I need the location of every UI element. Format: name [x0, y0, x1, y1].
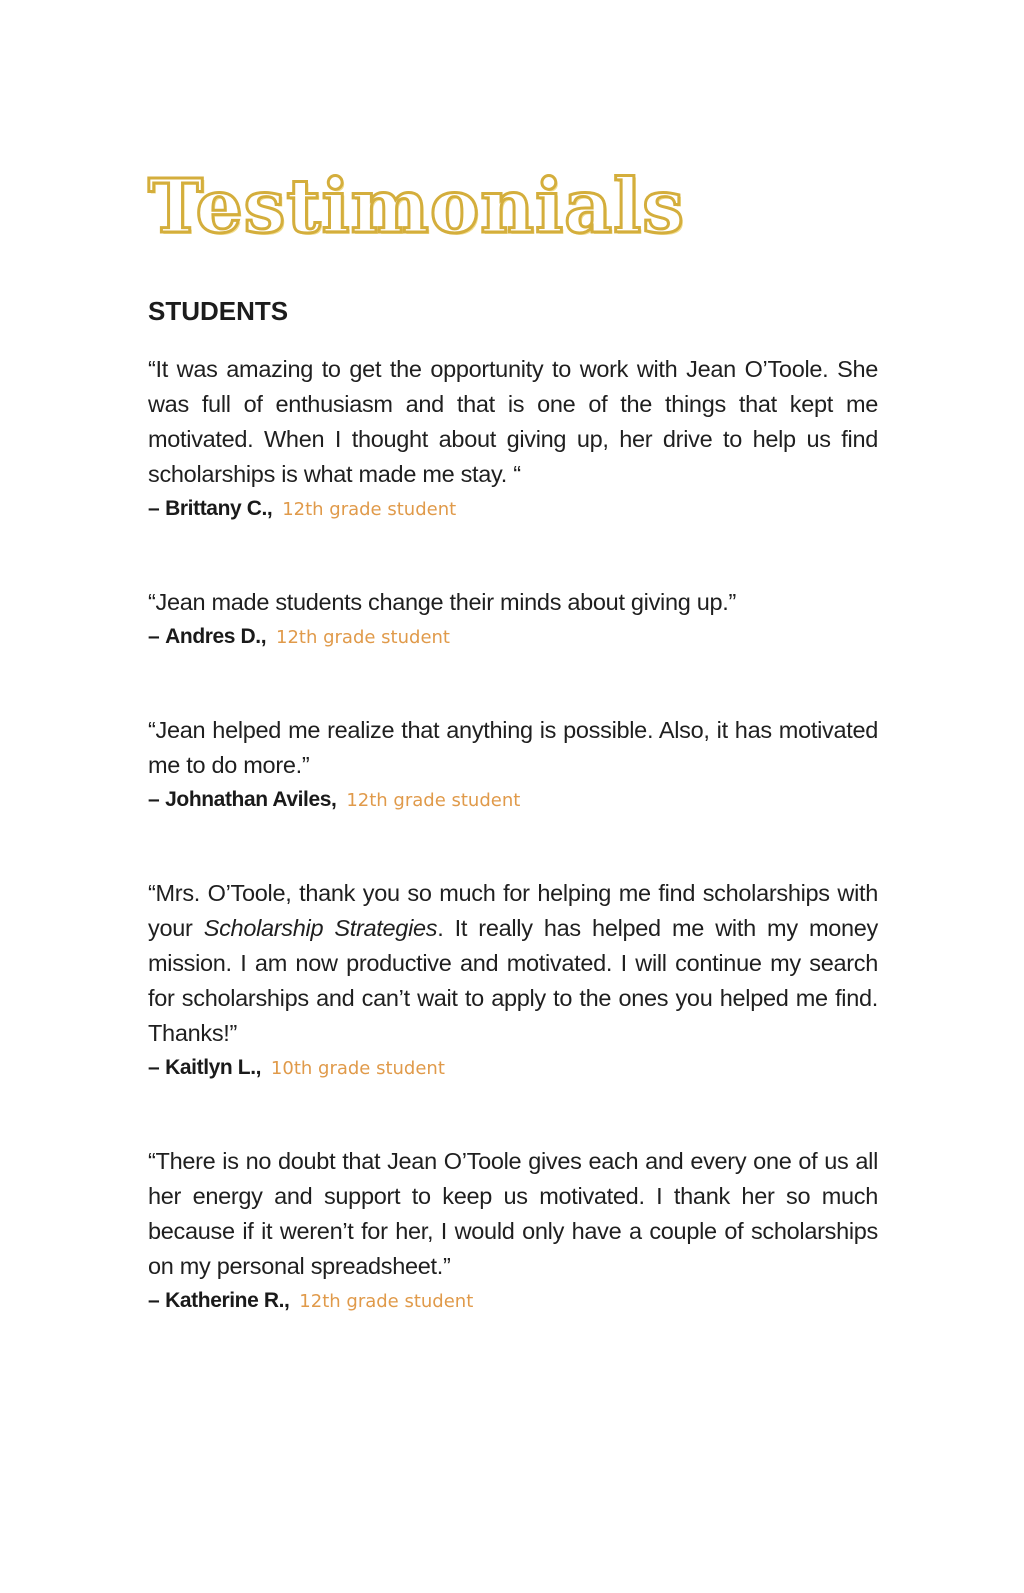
testimonial-item: [148, 713, 878, 816]
testimonial-role: 10th grade student: [270, 1058, 445, 1079]
quote-text-after: . It really has helped me with my money mission. I am now productive and motivated. I will continue my search for scholarships and can’t wait to apply to the ones you helped me find. Thanks!”: [148, 915, 878, 1046]
testimonial-attribution: [148, 785, 878, 816]
testimonial-role: 12th grade student: [299, 1291, 474, 1312]
testimonial-quote: “Jean made students change their minds about giving up.”: [148, 589, 737, 615]
page-title: Testimonials: [148, 164, 685, 250]
testimonial-attribution: [148, 1053, 878, 1084]
testimonial-author: Kaitlyn L.,: [165, 1056, 262, 1079]
testimonial-quote: [148, 876, 878, 1051]
testimonial-author: Andres D.,: [165, 625, 267, 648]
book-title: Scholarship Strategies: [203, 915, 438, 941]
attribution-dash: –: [148, 625, 160, 648]
quote-text-before: “Mrs. O’Toole, thank you so much for helping me find scholarships with your: [148, 880, 878, 941]
testimonial-quote: “It was amazing to get the opportunity to work with Jean O’Toole. She was full of enthusiasm and that is one of the things that kept me motivated. When I thought about giving up, her drive to help us find scholarships is what made me stay. “: [148, 356, 878, 487]
testimonial-attribution: [148, 622, 878, 653]
testimonials-content: [148, 164, 878, 1317]
testimonial-attribution: [148, 494, 878, 525]
testimonial-author: Brittany C.,: [165, 497, 273, 520]
testimonial-item: [148, 585, 878, 653]
testimonial-attribution: [148, 1286, 878, 1317]
testimonial-quote: “There is no doubt that Jean O’Toole gives each and every one of us all her energy and support to keep us motivated. I thank her so much because if it weren’t for her, I would only have a couple of scholarships on my personal spreadsheet.”: [148, 1148, 878, 1279]
testimonial-item: [148, 1144, 878, 1317]
section-heading-students: STUDENTS: [148, 296, 289, 326]
testimonial-author: Katherine R.,: [165, 1289, 290, 1312]
testimonial-item: [148, 352, 878, 525]
testimonial-author: Johnathan Aviles,: [165, 788, 337, 811]
attribution-dash: –: [148, 1289, 160, 1312]
testimonial-role: 12th grade student: [282, 499, 457, 520]
testimonial-item: [148, 876, 878, 1084]
attribution-dash: –: [148, 788, 160, 811]
testimonial-role: 12th grade student: [276, 627, 450, 648]
testimonial-role: 12th grade student: [346, 790, 521, 811]
attribution-dash: –: [148, 497, 160, 520]
testimonial-quote: “Jean helped me realize that anything is possible. Also, it has motivated me to do more.”: [148, 717, 878, 778]
attribution-dash: –: [148, 1056, 160, 1079]
